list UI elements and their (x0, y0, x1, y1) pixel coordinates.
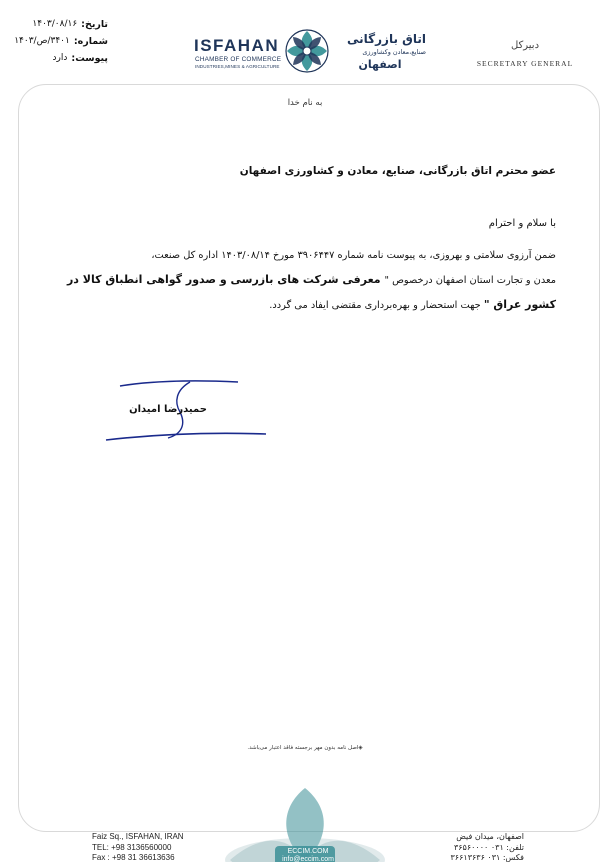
logo-en-subtitle: CHAMBER OF COMMERCE (195, 56, 282, 63)
body-line-3-text: جهت استحضار و بهره‌برداری مقتضی ایفاد می گردد. (269, 300, 484, 311)
number-label: شماره: (73, 36, 108, 47)
chamber-logo (192, 26, 432, 78)
signatory-name: حمیدرضا امیدان (129, 404, 207, 415)
recipient: عضو محترم اتاق بازرگانی، صنایع، معادن و کشاورزی اصفهان (239, 165, 556, 177)
chamber-emblem-icon (284, 28, 330, 74)
greeting: با سلام و احترام (488, 218, 556, 229)
number-row (8, 33, 108, 50)
footer-contact-en (92, 832, 184, 862)
letter-frame (18, 84, 600, 832)
number-value: ۳۴۰۱/ص/۱۴۰۳ (14, 36, 70, 46)
footer-contact-fa (451, 832, 525, 862)
logo-fa-title: اتاق بازرگانی (347, 32, 426, 46)
date-label: تاریخ: (81, 19, 108, 30)
footer-fax-en: Fax : +98 31 36613636 (92, 853, 175, 862)
body-line-3 (56, 293, 556, 318)
date-row (8, 16, 108, 33)
validity-footnote: ◈اصل نامه بدون مهر برجسته فاقد اعتبار می‌باشد. (247, 745, 363, 751)
footer-tel-en: TEL: +98 3136560000 (92, 842, 172, 852)
footer-website[interactable]: ECCIM.COM (287, 848, 329, 855)
body-line-2-text: معدن و تجارت استان اصفهان درخصوص " (384, 275, 556, 286)
footer-web (276, 848, 340, 862)
date-value: ۱۴۰۳/۰۸/۱۶ (32, 19, 78, 29)
attachment-row (8, 50, 108, 67)
logo-fa-subtitle: صنایع،معادن وکشاورزی (362, 48, 426, 56)
footer-email[interactable]: info@eccim.com (282, 856, 334, 862)
footer-tel-fa: تلفن: ۰۳۱ ۳۶۵۶۰۰۰۰ (453, 842, 524, 852)
logo-fa-city: اصفهان (358, 58, 402, 71)
secretary-en: SECRETARY GENERAL (476, 59, 574, 68)
footer-address-en: Faiz Sq., ISFAHAN, IRAN (92, 832, 184, 841)
secretary-general-heading (470, 40, 580, 68)
body-line-2-bold: معرفی شرکت های بازرسی و صدور گواهی انطباق کالا در (66, 273, 385, 286)
footer-fax-fa: فکس: ۰۳۱ ۳۶۶۱۳۶۳۶ (450, 853, 524, 862)
attachment-label: پیوست: (71, 53, 108, 64)
signature-block (98, 372, 268, 450)
footer-address-fa: اصفهان، میدان فیض (456, 832, 524, 841)
secretary-fa: دبیرکل (510, 40, 540, 51)
letter-meta (8, 16, 108, 67)
body-line-1: ضمن آرزوی سلامتی و بهروزی، به پیوست نامه شماره ۳۹۰۶۴۴۷ مورخ ۱۴۰۳/۰۸/۱۴ اداره کل صنعت، (151, 250, 556, 261)
body-line-3-bold: کشور عراق " (483, 298, 556, 311)
bismillah: به نام خدا (287, 98, 323, 108)
letter-body (56, 244, 556, 318)
body-line-2 (56, 268, 556, 293)
logo-en-title: ISFAHAN (194, 36, 280, 55)
attachment-value: دارد (52, 53, 68, 63)
logo-en-subtitle-2: INDUSTRIES,MINES & AGRICULTURE (195, 64, 280, 69)
